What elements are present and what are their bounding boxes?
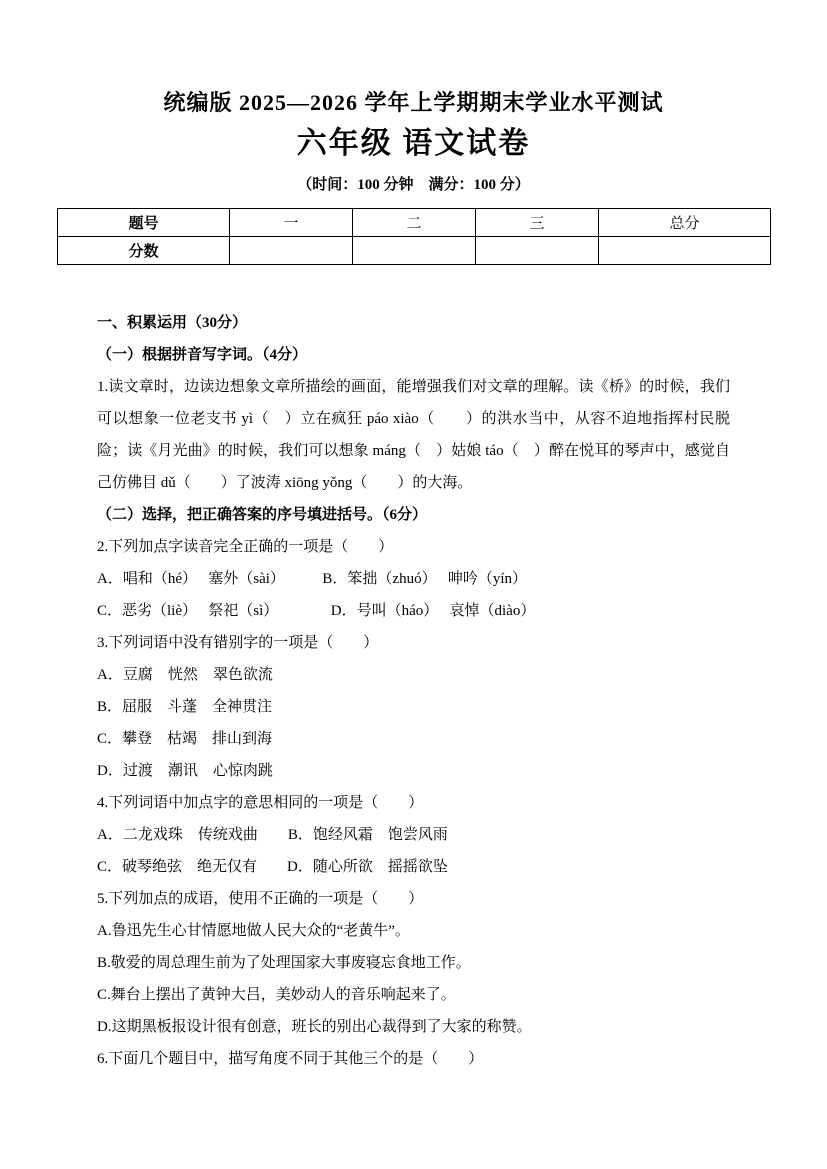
question-5-option-c: C.舞台上摆出了黄钟大吕，美妙动人的音乐响起来了。: [97, 987, 456, 1003]
section-one-heading: 一、积累运用（30分）: [97, 315, 248, 331]
question-2-stem: 2.下列加点字读音完全正确的一项是（ ）: [97, 539, 394, 555]
question-1-text: 1.读文章时，边读边想象文章所描绘的画面，能增强我们对文章的理解。读《桥》的时候，我们可以想象一位老支书 yì（ ）立在疯狂 páo xiào（ ）的洪水当中，从容不迫地指挥村民脱险；读《月光曲》的时候，我们可以想象 máng（ ）姑娘 táo（ ）醉在悦耳的琴声中，感觉自己仿佛目 dǔ（ ）了波涛 xiōng yǒng（ ）的大海。: [97, 379, 730, 491]
section-one-header: 一: [230, 209, 353, 237]
question-number-label: 题号: [58, 209, 230, 237]
question-3-stem: 3.下列词语中没有错别字的一项是（ ）: [97, 635, 379, 651]
exam-subtitle: 六年级 语文试卷: [296, 127, 531, 160]
question-3-option-b: B．屈服 斗蓬 全神贯注: [97, 699, 273, 715]
question-4-options-cd: C．破琴绝弦 绝无仅有 D．随心所欲 摇摇欲坠: [97, 859, 448, 875]
question-6-stem: 6.下面几个题目中，描写角度不同于其他三个的是（ ）: [97, 1051, 484, 1067]
score-cell-three: [476, 237, 599, 265]
exam-content: [97, 307, 730, 1075]
score-cell-one: [230, 237, 353, 265]
part-two-heading: （二）选择，把正确答案的序号填进括号。（6分）: [97, 507, 428, 523]
score-cell-total: [599, 237, 771, 265]
score-label: 分数: [58, 237, 230, 265]
score-table: [57, 208, 771, 265]
question-5-stem: 5.下列加点的成语，使用不正确的一项是（ ）: [97, 891, 424, 907]
question-5-option-b: B.敬爱的周总理生前为了处理国家大事废寝忘食地工作。: [97, 955, 471, 971]
exam-title: 统编版 2025—2026 学年上学期期末学业水平测试: [163, 90, 664, 115]
exam-meta-info: （时间：100 分钟 满分：100 分）: [297, 177, 530, 193]
question-2-options-ab: A．唱和（hé） 塞外（sài） B．笨拙（zhuó） 呻吟（yín）: [97, 571, 527, 587]
section-three-header: 三: [476, 209, 599, 237]
question-4-stem: 4.下列词语中加点字的意思相同的一项是（ ）: [97, 795, 424, 811]
score-cell-two: [353, 237, 476, 265]
question-2-options-cd: C．恶劣（liè） 祭祀（sì） D．号叫（háo） 哀悼（diào）: [97, 603, 536, 619]
question-3-option-c: C．攀登 枯竭 排山到海: [97, 731, 273, 747]
question-4-options-ab: A．二龙戏珠 传统戏曲 B．饱经风霜 饱尝风雨: [97, 827, 448, 843]
score-table-header-row: [58, 209, 771, 237]
score-table-score-row: [58, 237, 771, 265]
section-two-header: 二: [353, 209, 476, 237]
part-one-heading: （一）根据拼音写字词。（4分）: [97, 347, 308, 363]
question-3-option-d: D．过渡 潮讯 心惊肉跳: [97, 763, 273, 779]
question-3-option-a: A．豆腐 恍然 翠色欲流: [97, 667, 273, 683]
question-5-option-d: D.这期黑板报设计很有创意，班长的别出心裁得到了大家的称赞。: [97, 1019, 532, 1035]
question-5-option-a: A.鲁迅先生心甘情愿地做人民大众的“老黄牛”。: [97, 923, 410, 939]
total-score-header: 总分: [599, 209, 771, 237]
